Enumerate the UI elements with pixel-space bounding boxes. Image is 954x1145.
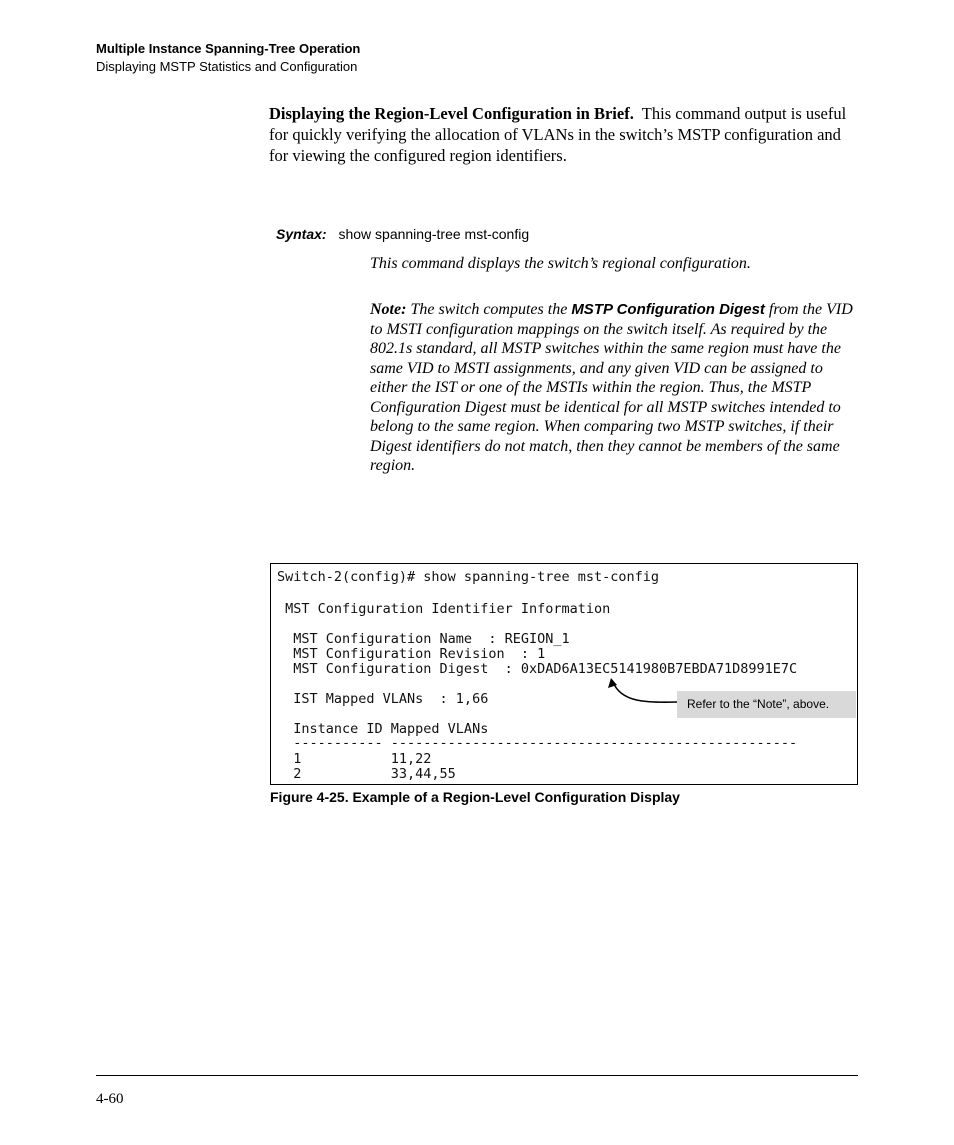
terminal-line: IST Mapped VLANs : 1,66 bbox=[277, 691, 489, 707]
running-header-section: Displaying MSTP Statistics and Configuration bbox=[96, 59, 358, 74]
terminal-line: Instance ID Mapped VLANs bbox=[277, 721, 489, 737]
syntax-label: Syntax: bbox=[276, 226, 327, 242]
note-paragraph bbox=[370, 300, 854, 476]
terminal-line: MST Configuration Revision : 1 bbox=[277, 646, 546, 662]
syntax-line bbox=[276, 226, 529, 242]
footer-rule bbox=[96, 1075, 858, 1076]
terminal-line: MST Configuration Identifier Information bbox=[277, 601, 611, 617]
terminal-output bbox=[270, 563, 858, 785]
note-keyword: MSTP Configuration Digest bbox=[571, 301, 765, 318]
terminal-line: Switch-2(config)# show spanning-tree mst-config bbox=[277, 569, 660, 585]
running-header-chapter: Multiple Instance Spanning-Tree Operation bbox=[96, 41, 361, 56]
terminal-line-digest: MST Configuration Digest : 0xDAD6A13EC5141980B7EBDA71D8991E7C bbox=[277, 661, 798, 677]
syntax-command: show spanning-tree mst-config bbox=[338, 226, 530, 242]
intro-lead-heading: Displaying the Region-Level Configuration in Brief. bbox=[269, 104, 634, 123]
intro-text: This command output is useful for quickly verifying the allocation of VLANs in the switch’s MSTP configuration and for viewing the configured region identifiers. bbox=[269, 104, 847, 165]
terminal-line-separator: ----------- -------------------------------------------------- bbox=[277, 735, 798, 751]
note-text-before: The switch computes the bbox=[410, 301, 568, 318]
terminal-line: 1 11,22 bbox=[277, 751, 432, 767]
note-text-after: from the VID to MSTI configuration mappings on the switch itself. As required by the 802.1s standard, all MSTP switches within the same region must have the same VID to MSTI assignments, and any given VID can be assigned to either the IST or one of the MSTIs within the region. Thus, the MSTP Configuration Digest must be identical for all MSTP switches intended to belong to the same region. When comparing two MSTP switches, if their Digest identifiers do not match, then they cannot be members of the same region. bbox=[370, 301, 853, 474]
figure-caption: Figure 4-25. Example of a Region-Level Configuration Display bbox=[270, 789, 680, 805]
intro-paragraph bbox=[269, 103, 861, 166]
callout-arrow bbox=[605, 676, 680, 710]
note-label: Note: bbox=[370, 301, 407, 318]
page-number: 4-60 bbox=[96, 1091, 124, 1107]
terminal-line: MST Configuration Name : REGION_1 bbox=[277, 631, 570, 647]
callout-box: Refer to the “Note”, above. bbox=[677, 691, 856, 718]
command-description: This command displays the switch’s regional configuration. bbox=[370, 255, 751, 272]
terminal-line: 2 33,44,55 bbox=[277, 766, 456, 782]
